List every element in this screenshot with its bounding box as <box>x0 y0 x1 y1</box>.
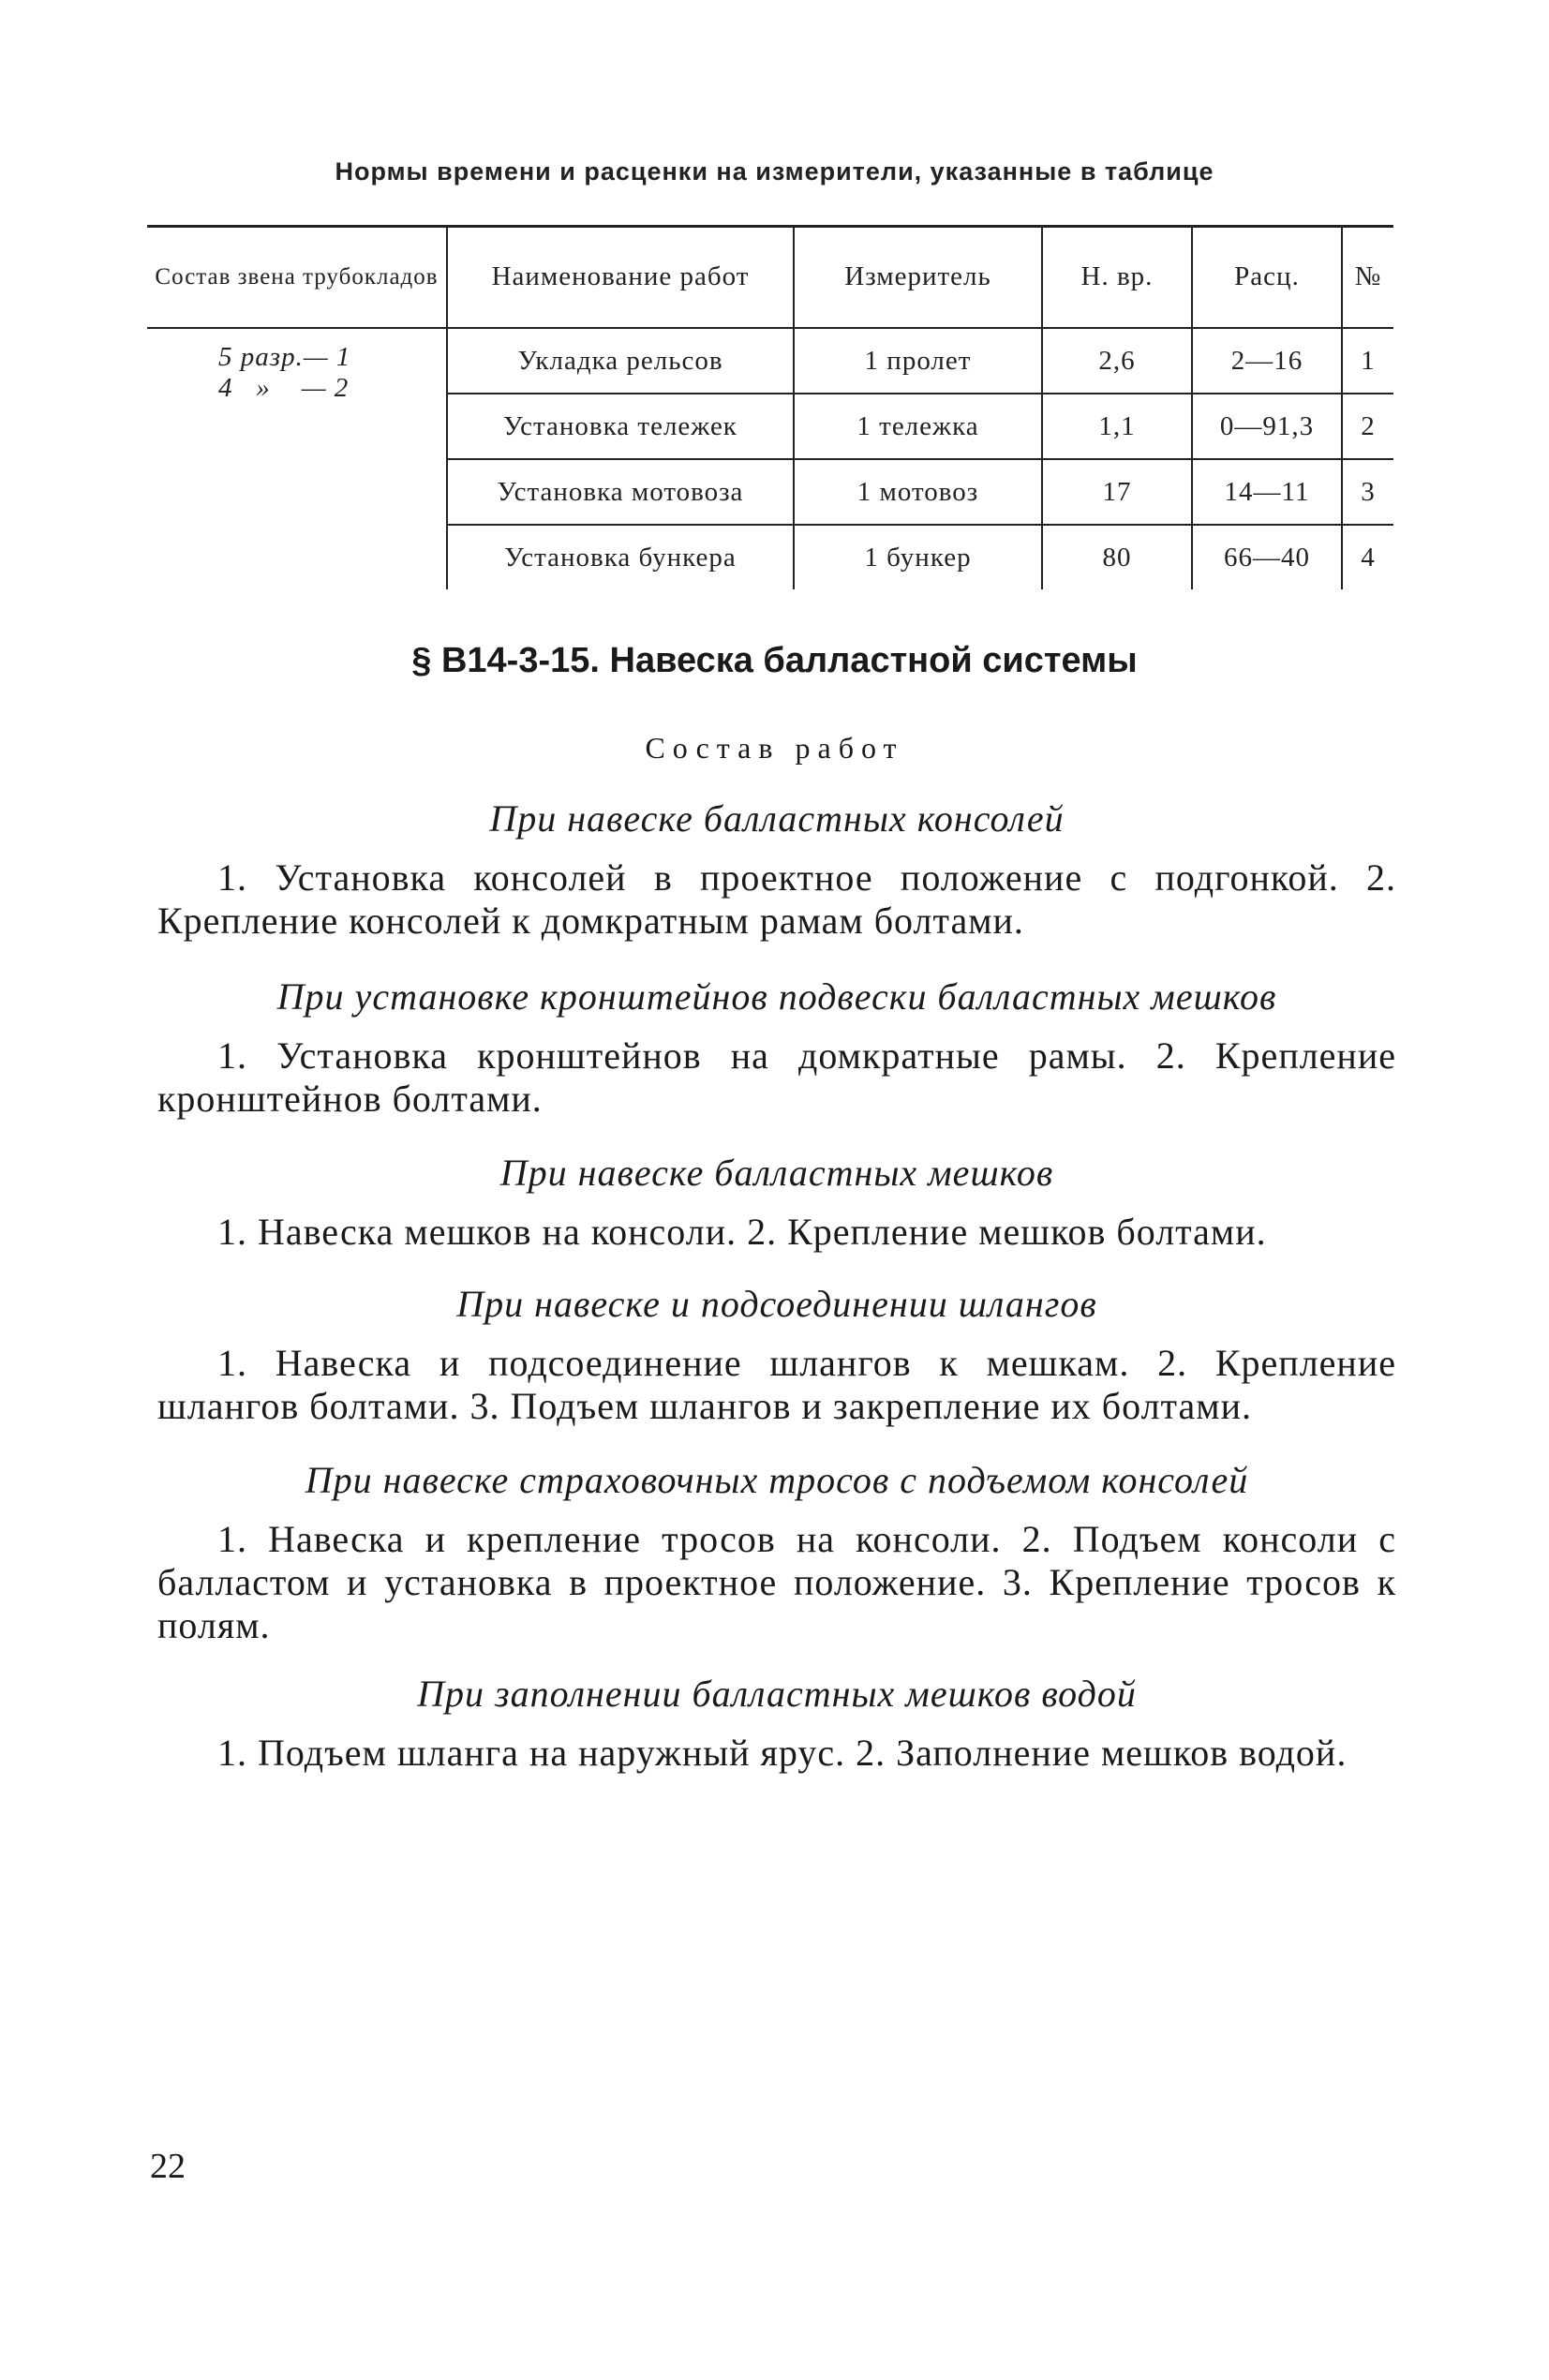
group-text: 1. Подъем шланга на наружный ярус. 2. Заполнение мешков водой. <box>217 1732 1348 1774</box>
work-group <box>157 795 1396 980</box>
norm-cell: 80 <box>1042 525 1192 589</box>
group-heading: При заполнении балластных мешков водой <box>417 1673 1137 1715</box>
norms-table <box>147 225 1393 589</box>
table-header-row <box>147 227 1393 329</box>
group-text: 1. Установка кронштейнов на домкратные рамы. 2. Крепление кронштейнов болтами. <box>157 1034 1396 1120</box>
number-cell: 3 <box>1342 459 1393 525</box>
norm-cell: 17 <box>1042 459 1192 525</box>
crew-cell <box>147 328 447 589</box>
header-rate: Расц. <box>1192 227 1342 329</box>
rate-cell: 2—16 <box>1192 328 1342 394</box>
section-subtitle: Состав работ <box>645 731 904 765</box>
work-cell: Укладка рельсов <box>447 328 794 394</box>
work-group <box>157 1456 1396 1685</box>
group-text: 1. Установка консолей в проектное положение с подгонкой. 2. Крепление консолей к домкратным рамам болтами. <box>157 856 1396 942</box>
rate-cell: 0—91,3 <box>1192 394 1342 459</box>
work-cell: Установка мотовоза <box>447 459 794 525</box>
norm-cell: 1,1 <box>1042 394 1192 459</box>
work-group <box>157 973 1396 1158</box>
group-text: 1. Навеска и крепление тросов на консоли. 2. Подъем консоли с балластом и установка в проектное положение. 3. Крепление тросов к полям. <box>157 1518 1396 1646</box>
unit-cell: 1 бункер <box>794 525 1042 589</box>
table-row <box>147 328 1393 394</box>
section-title: § В14-3-15. Навеска балластной системы <box>411 641 1138 680</box>
group-heading: При навеске и подсоединении шлангов <box>456 1283 1097 1325</box>
norm-cell: 2,6 <box>1042 328 1192 394</box>
group-text: 1. Навеска и подсоединение шлангов к мешкам. 2. Крепление шлангов болтами. 3. Подъем шлангов и закрепление их болтами. <box>157 1342 1396 1427</box>
unit-cell: 1 тележка <box>794 394 1042 459</box>
rate-cell: 66—40 <box>1192 525 1342 589</box>
group-heading: При навеске балластных мешков <box>499 1152 1054 1194</box>
group-heading: При навеске страховочных тросов с подъемом консолей <box>305 1459 1249 1501</box>
number-cell: 2 <box>1342 394 1393 459</box>
header-work: Наименование работ <box>447 227 794 329</box>
work-cell: Установка бункера <box>447 525 794 589</box>
header-unit: Измеритель <box>794 227 1042 329</box>
work-group <box>157 1670 1396 1812</box>
crew-line: 5 разр.— 1 <box>218 342 351 372</box>
work-group <box>157 1149 1396 1291</box>
header-number: № <box>1342 227 1393 329</box>
group-heading: При навеске балластных консолей <box>489 797 1065 840</box>
number-cell: 1 <box>1342 328 1393 394</box>
crew-line: 4 » — 2 <box>218 373 350 404</box>
unit-cell: 1 мотовоз <box>794 459 1042 525</box>
page-number: 22 <box>150 2147 186 2186</box>
table-caption: Нормы времени и расценки на измерители, указанные в таблице <box>335 157 1214 186</box>
work-cell: Установка тележек <box>447 394 794 459</box>
rate-cell: 14—11 <box>1192 459 1342 525</box>
work-group <box>157 1280 1396 1465</box>
header-crew: Состав звена трубокладов <box>147 227 447 329</box>
group-heading: При установке кронштейнов подвески балластных мешков <box>276 975 1277 1018</box>
header-norm: Н. вр. <box>1042 227 1192 329</box>
number-cell: 4 <box>1342 525 1393 589</box>
group-text: 1. Навеска мешков на консоли. 2. Крепление мешков болтами. <box>217 1211 1267 1253</box>
unit-cell: 1 пролет <box>794 328 1042 394</box>
